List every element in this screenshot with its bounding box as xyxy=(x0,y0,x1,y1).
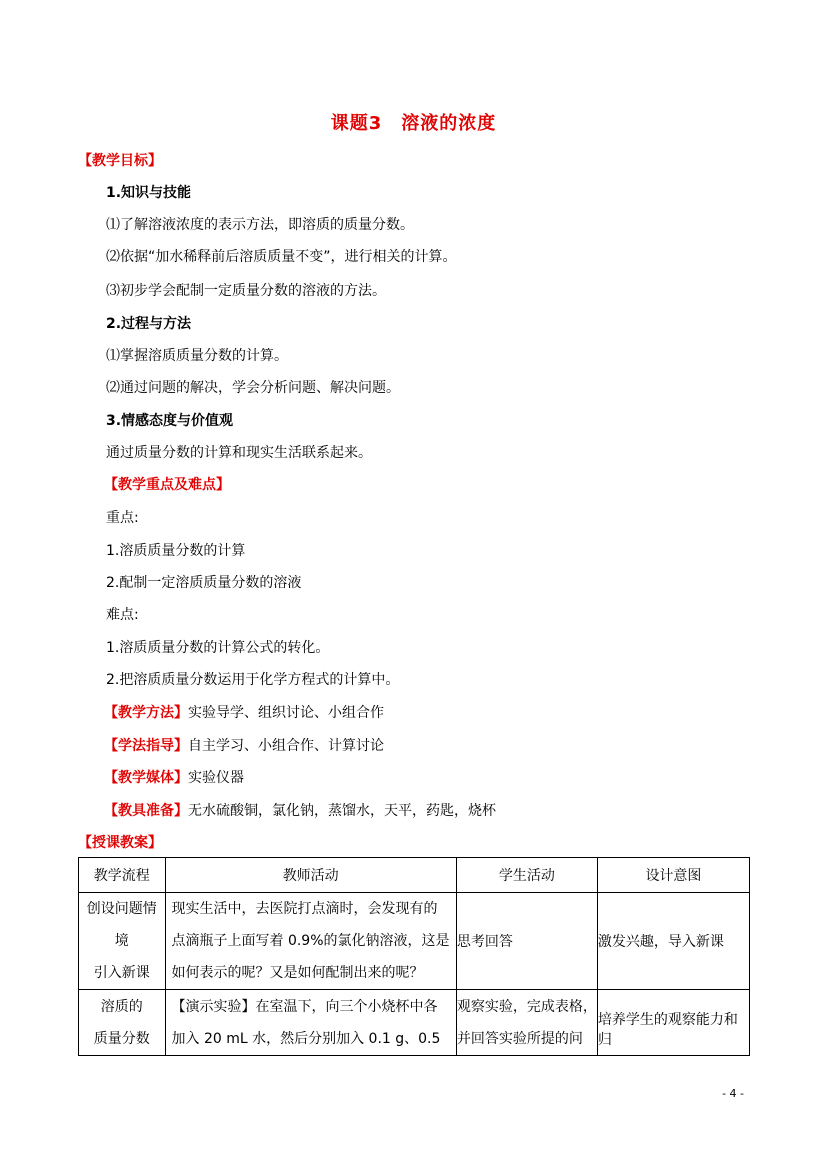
column-header: 学生活动 xyxy=(456,858,597,893)
student-activity-cell: 思考回答 xyxy=(456,893,597,990)
teaching-method-label: 【教学方法】 xyxy=(104,705,188,721)
table-row xyxy=(79,893,750,990)
teacher-line: 点滴瓶子上面写着 0.9%的氯化钠溶液，这是 xyxy=(171,933,450,949)
stage-line: 质量分数 xyxy=(93,1030,150,1047)
column-header: 教师活动 xyxy=(165,858,456,893)
page-number: - 4 - xyxy=(722,1087,744,1100)
key-item: 1.溶质质量分数的计算 xyxy=(106,543,246,559)
learning-guide-label: 【学法指导】 xyxy=(104,738,188,754)
teacher-line: 如何表示的呢？又是如何配制出来的呢？ xyxy=(171,965,424,981)
teacher-line: 现实生活中，去医院打点滴时，会发现有的 xyxy=(171,901,438,917)
teacher-activity-cell xyxy=(165,893,456,990)
design-intent-cell: 激发兴趣，导入新课 xyxy=(597,893,749,990)
stage-cell xyxy=(79,893,166,990)
page-title: 课题3 溶液的浓度 xyxy=(330,113,497,134)
difficulty-item: 1.溶质质量分数的计算公式的转化。 xyxy=(106,640,330,656)
stage-line: 创设问题情 xyxy=(86,901,157,917)
student-line: 并回答实验所提的问 xyxy=(456,1030,583,1047)
teaching-tools-label: 【教具准备】 xyxy=(104,803,188,819)
goal-item: ⑵通过问题的解决，学会分析问题、解决问题。 xyxy=(106,380,400,396)
teaching-tools-text: 无水硫酸铜，氯化钠，蒸馏水，天平，药匙，烧杯 xyxy=(188,803,496,819)
teaching-tools xyxy=(104,800,496,820)
demo-label: 【演示实验】 xyxy=(171,998,256,1015)
teacher-text: 在室温下，向三个小烧杯中各 xyxy=(255,998,438,1015)
table-header-row xyxy=(79,858,750,893)
subsection-title: 2.过程与方法 xyxy=(106,316,192,332)
column-header: 设计意图 xyxy=(597,858,749,893)
teacher-line xyxy=(172,991,456,1023)
teaching-method xyxy=(104,702,384,722)
teaching-media-text: 实验仪器 xyxy=(188,770,244,786)
goal-item: ⑴了解溶液浓度的表示方法，即溶质的质量分数。 xyxy=(106,217,414,233)
key-label: 重点: xyxy=(106,510,139,526)
section-header-lesson: 【授课教案】 xyxy=(78,835,162,851)
learning-guide xyxy=(104,735,384,755)
stage-line: 引入新课 xyxy=(93,965,150,981)
section-header-keypoints: 【教学重点及难点】 xyxy=(104,477,230,493)
teacher-activity-cell xyxy=(165,990,456,1056)
key-item: 2.配制一定溶质质量分数的溶液 xyxy=(106,575,302,591)
student-line: 观察实验，完成表格， xyxy=(456,998,597,1015)
goal-item: ⑴掌握溶质质量分数的计算。 xyxy=(106,348,288,364)
subsection-title: 1.知识与技能 xyxy=(106,185,192,201)
stage-line: 溶质的 xyxy=(100,998,143,1015)
design-intent-cell: 培养学生的观察能力和归 xyxy=(597,990,749,1056)
teaching-method-text: 实验导学、组织讨论、小组合作 xyxy=(188,705,384,721)
stage-cell xyxy=(79,990,166,1056)
section-header-goals: 【教学目标】 xyxy=(78,153,162,169)
teaching-media-label: 【教学媒体】 xyxy=(104,770,188,786)
teaching-media xyxy=(104,767,244,787)
lesson-plan-table xyxy=(78,857,750,1056)
goal-item: ⑶初步学会配制一定质量分数的溶液的方法。 xyxy=(106,283,386,299)
difficulty-item: 2.把溶质质量分数运用于化学方程式的计算中。 xyxy=(106,672,400,688)
column-header: 教学流程 xyxy=(79,858,166,893)
learning-guide-text: 自主学习、小组合作、计算讨论 xyxy=(188,738,384,754)
goal-text: 通过质量分数的计算和现实生活联系起来。 xyxy=(106,445,372,461)
student-activity-cell xyxy=(456,990,597,1056)
teacher-line: 加入 20 mL 水，然后分别加入 0.1 g、0.5 xyxy=(171,1030,441,1047)
stage-line: 境 xyxy=(114,933,129,949)
goal-item: ⑵依据“加水稀释前后溶质质量不变”，进行相关的计算。 xyxy=(106,249,457,265)
difficulty-label: 难点: xyxy=(106,607,139,623)
table-row xyxy=(79,990,750,1056)
subsection-title: 3.情感态度与价值观 xyxy=(106,413,234,429)
